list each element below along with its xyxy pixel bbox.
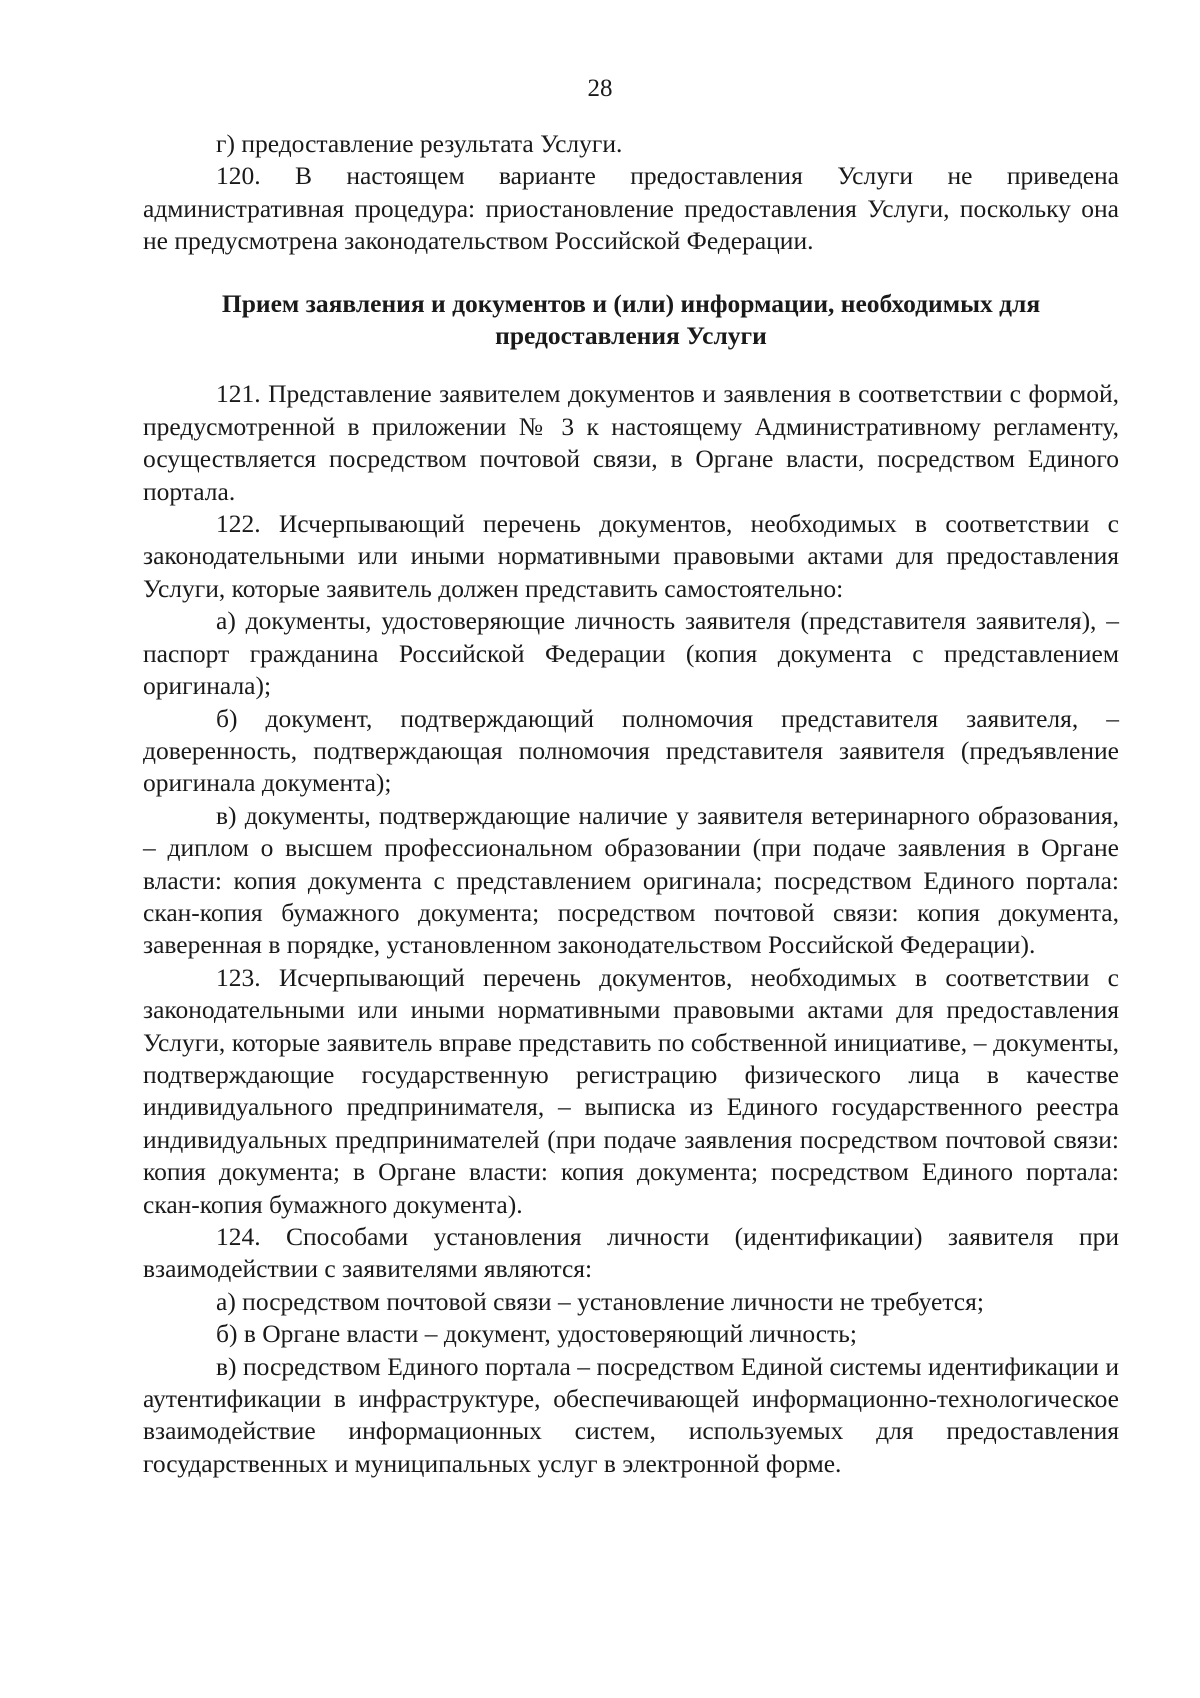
paragraph-item-g: г) предоставление результата Услуги.: [216, 129, 623, 158]
paragraph-124-v: в) посредством Единого портала – посредством Единой системы идентификации и аутентификации в инфраструктуре, обеспечивающей информационно-технологическое взаимодействие информационных систем, используемых для предоставления государственных и муниципальных услуг в электронной форме.: [143, 1351, 1119, 1478]
paragraph-121: 121. Представление заявителем документов и заявления в соответствии с формой, предусмотренной в приложении № 3 к настоящему Административному регламенту, осуществляется посредством почтовой связи, в Органе власти, посредством Единого портала.: [143, 379, 1119, 506]
page-number: 28: [587, 75, 613, 102]
paragraph-122-v: в) документы, подтверждающие наличие у заявителя ветеринарного образования, – диплом о высшем профессиональном образовании (при подаче заявления в Органе власти: копия документа с представлением оригинала; посредством Единого портала: скан-копия бумажного документа; посредством почтовой связи: копия документа, заверенная в порядке, установленном законодательством Российской Федерации).: [143, 800, 1119, 960]
document-body: [143, 128, 1119, 1480]
paragraph-122: 122. Исчерпывающий перечень документов, необходимых в соответствии с законодательными или иными нормативными правовыми актами для предоставления Услуги, которые заявитель должен представить самостоятельно:: [143, 509, 1119, 603]
paragraph-122-a: а) документы, удостоверяющие личность заявителя (представителя заявителя), – паспорт гражданина Российской Федерации (копия документа с представлением оригинала);: [143, 606, 1119, 701]
paragraph-124-a: а) посредством почтовой связи – установление личности не требуется;: [216, 1286, 984, 1316]
paragraph-124: 124. Способами установления личности (идентификации) заявителя при взаимодействии с заявителями являются:: [143, 1222, 1119, 1284]
paragraph-123: 123. Исчерпывающий перечень документов, необходимых в соответствии с законодательными или иными нормативными правовыми актами для предоставления Услуги, которые заявитель вправе представить по собственной инициативе, – документы, подтверждающие государственную регистрацию физического лица в качестве индивидуального предпринимателя, – выписка из Единого государственного реестра индивидуальных предпринимателей (при подаче заявления посредством почтовой связи: копия документа; в Органе власти: копия документа; посредством Единого портала: скан-копия бумажного документа).: [143, 962, 1119, 1219]
paragraph-122-b: б) документ, подтверждающий полномочия представителя заявителя, – доверенность, подтверждающая полномочия представителя заявителя (предъявление оригинала документа);: [143, 703, 1119, 798]
paragraph-120: 120. В настоящем варианте предоставления Услуги не приведена административная процедура: приостановление предоставления Услуги, поскольку она не предусмотрена законодательством Российской Федерации.: [143, 161, 1119, 256]
paragraph-124-b: б) в Органе власти – документ, удостоверяющий личность;: [216, 1319, 857, 1349]
section-heading: Прием заявления и документов и (или) информации, необходимых для предоставления Услуги: [221, 288, 1041, 351]
